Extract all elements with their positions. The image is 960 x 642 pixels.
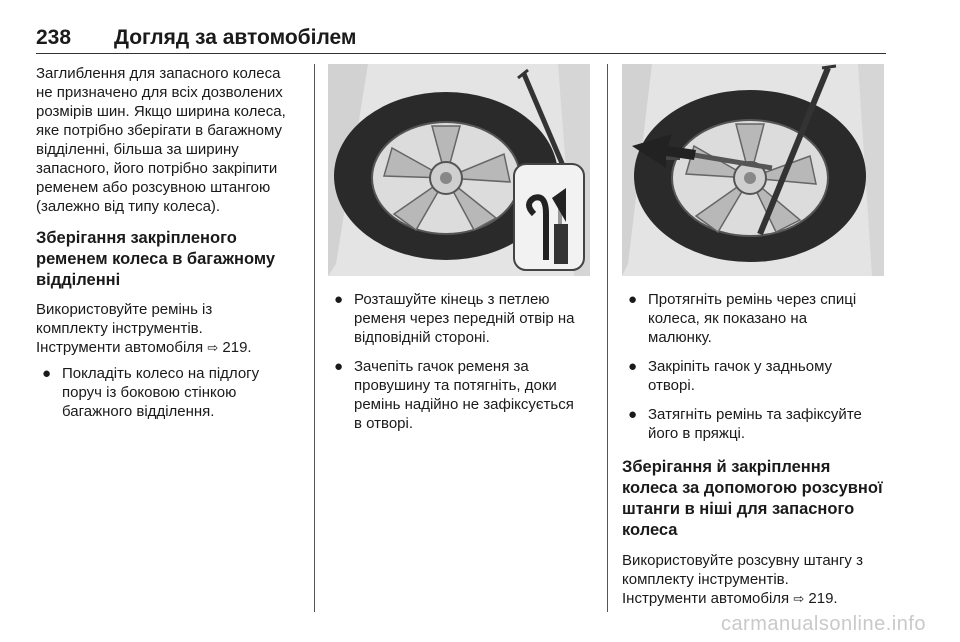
- intro-paragraph: Заглиблення для запасного колеса не призначено для всіх дозволених розмірів шин. Якщо ширина колеса, яке потрібно зберігати в багажному відділенні, більша за ширину запасного, його потрібно закріпити ременем або розсувною штангою (залежно від типу колеса).: [36, 65, 286, 215]
- column-2: [328, 64, 596, 433]
- bullet-icon: ●: [628, 291, 638, 308]
- spare-wheel-strap-illustration: [328, 64, 590, 276]
- body-paragraph-strap: Використовуйте ремінь із комплекту інструментів. Інструменти автомобіля ⇨ 219.: [36, 301, 252, 356]
- page-title: Догляд за автомобілем: [114, 26, 357, 49]
- bullet-icon: ●: [628, 406, 638, 423]
- bullet-icon: ●: [628, 358, 638, 375]
- list-item: ● Покладіть колесо на підлогу поруч із боковою стінкою багажного відділення.: [42, 365, 260, 420]
- illustration-strap-loop: [328, 64, 590, 276]
- section-heading-rod: Зберігання й закріплення колеса за допомогою розсувної штанги в ніші для запасного колеса: [622, 458, 883, 539]
- column-divider-2: [607, 64, 608, 612]
- list-item: ● Протягніть ремінь через спиці колеса, як показано на малюнку.: [628, 291, 857, 346]
- column-divider-1: [314, 64, 315, 612]
- bullet-icon: ●: [334, 291, 344, 308]
- page-ref-icon: ⇨: [207, 341, 219, 356]
- column-1: [36, 64, 304, 421]
- list-item: ● Зачепіть гачок ременя за провушину та потягніть, доки ремінь надійно не зафіксується в отворі.: [334, 358, 574, 432]
- strap-through-spokes-illustration: [622, 64, 884, 276]
- illustration-strap-through-spokes: [622, 64, 884, 276]
- page-ref-icon: ⇨: [793, 592, 805, 607]
- body-paragraph-rod: Використовуйте розсувну штангу з комплекту інструментів. Інструменти автомобіля ⇨ 219.: [622, 552, 863, 607]
- bullet-icon: ●: [334, 358, 344, 375]
- column-3: [622, 64, 892, 609]
- watermark: carmanualsonline.info: [720, 613, 926, 635]
- list-item: ● Затягніть ремінь та зафіксуйте його в пряжці.: [628, 406, 862, 442]
- list-item: ● Закріпіть гачок у задньому отворі.: [628, 358, 833, 394]
- section-heading-strap: Зберігання закріпленого ременем колеса в багажному відділенні: [36, 229, 276, 289]
- page-number: 238: [36, 26, 72, 49]
- header-rule: [36, 53, 886, 54]
- page-header: [36, 20, 886, 54]
- list-item: ● Розташуйте кінець з петлею ременя через передній отвір на відповідній стороні.: [334, 291, 575, 346]
- bullet-icon: ●: [42, 365, 52, 382]
